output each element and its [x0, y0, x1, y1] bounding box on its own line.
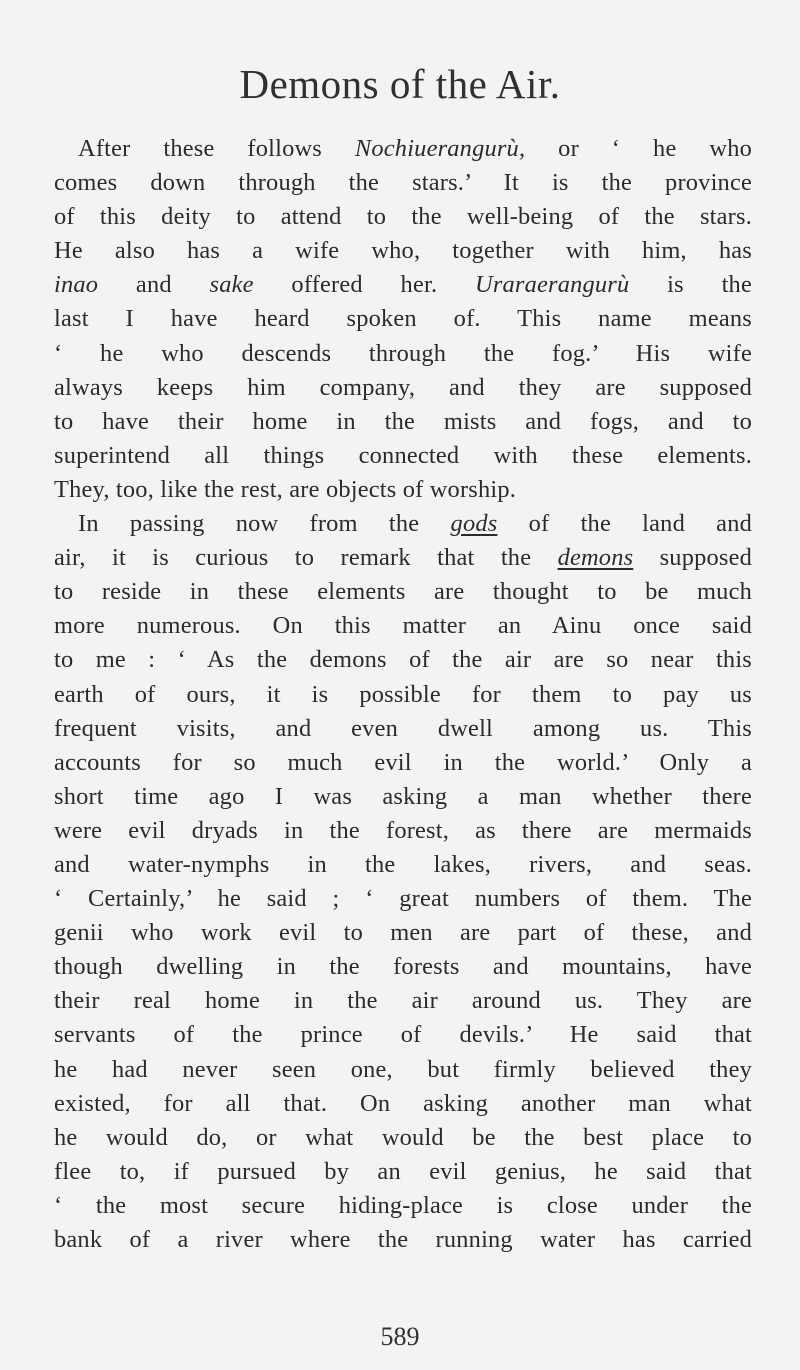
text-line: After these follows Nochiuerangurù, or ‘ he who: [78, 135, 752, 162]
text-line: and water-nymphs in the lakes, rivers, and seas.: [54, 850, 752, 878]
text-line: existed, for all that. On asking another man what: [54, 1089, 752, 1117]
text-line: genii who work evil to men are part of these, and: [54, 919, 752, 947]
italic-term: Nochiuerangurù,: [354, 135, 526, 162]
text-line: superintend all things connected with these elements.: [54, 441, 752, 469]
italic-term: Uraraerangurù: [475, 271, 630, 299]
text-line: air, it is curious to remark that the demons supposed: [54, 544, 753, 572]
body-text: [54, 132, 752, 1257]
text-line: more numerous. On this matter an Ainu once said: [54, 612, 752, 640]
text-line: to me : ‘ As the demons of the air are so near this: [54, 646, 752, 674]
text-line: though dwelling in the forests and mountains, have: [54, 953, 752, 981]
running-head: Demons of the Air.: [239, 61, 561, 107]
text-line: were evil dryads in the forest, as there are mermaids: [54, 816, 752, 844]
text-line: bank of a river where the running water has carried: [54, 1226, 752, 1253]
text-line: They, too, like the rest, are objects of worship.: [54, 475, 517, 503]
text-line: earth of ours, it is possible for them to pay us: [54, 680, 752, 708]
text-line: ‘ the most secure hiding-place is close under the: [54, 1191, 752, 1219]
text-line: frequent visits, and even dwell among us. This: [54, 714, 752, 742]
page-number: 589: [380, 1322, 420, 1351]
text-line: In passing now from the gods of the land and: [78, 510, 752, 538]
text-line: of this deity to attend to the well-being of the stars.: [54, 203, 752, 231]
text-line: to have their home in the mists and fogs, and to: [54, 407, 752, 435]
text-line: ‘ Certainly,’ he said ; ‘ great numbers of them. The: [54, 885, 752, 913]
text-line: comes down through the stars.’ It is the province: [54, 169, 752, 197]
text-line: their real home in the air around us. They are: [54, 987, 752, 1015]
text-line: he had never seen one, but firmly believed they: [54, 1055, 752, 1083]
text-line: short time ago I was asking a man whether there: [54, 782, 752, 810]
text-line: he would do, or what would be the best place to: [54, 1123, 752, 1151]
emphasis-term: gods: [450, 510, 498, 538]
italic-term: inao: [54, 271, 99, 299]
text-line: He also has a wife who, together with him, has: [54, 237, 752, 265]
italic-term: sake: [209, 271, 254, 299]
text-line: always keeps him company, and they are supposed: [54, 373, 752, 401]
text-line: servants of the prince of devils.’ He said that: [54, 1021, 752, 1049]
emphasis-term: demons: [557, 544, 634, 572]
text-line: ‘ he who descends through the fog.’ His wife: [54, 339, 752, 367]
text-line: accounts for so much evil in the world.’ Only a: [54, 748, 752, 776]
text-line: inao and sake offered her. Uraraerangurù is the: [54, 271, 752, 299]
text-line: flee to, if pursued by an evil genius, he said that: [54, 1157, 752, 1185]
text-line: last I have heard spoken of. This name means: [54, 305, 752, 333]
text-line: to reside in these elements are thought to be much: [54, 578, 752, 606]
